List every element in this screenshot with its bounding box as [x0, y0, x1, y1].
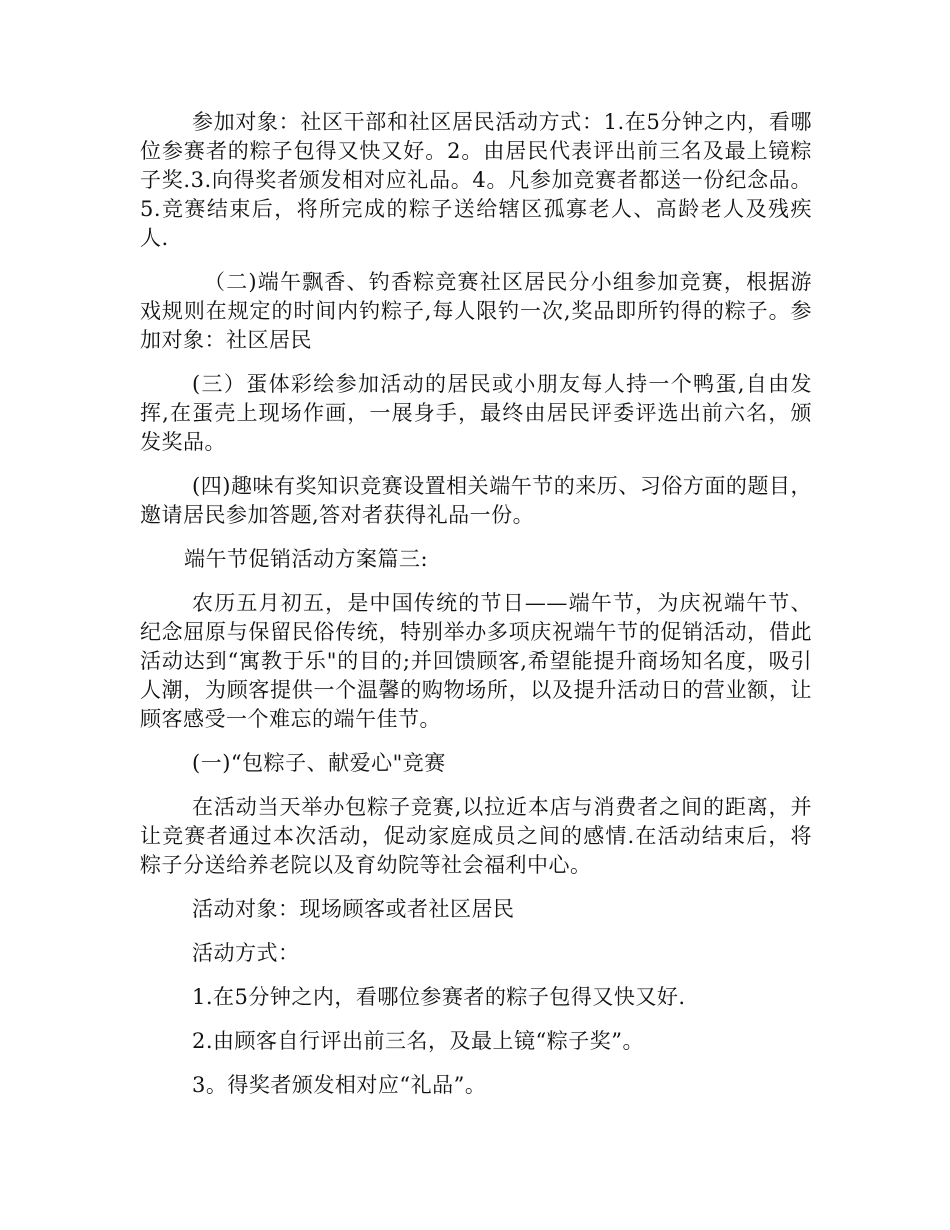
paragraph-zongzi-fishing: （二)端午飘香、钓香粽竞赛社区居民分小组参加竞赛，根据游戏规则在规定的时间内钓粽子,每人限钓一次,奖品即所钓得的粽子。参加对象：社区居民 — [140, 270, 812, 352]
list-item-method-3: 3。得奖者颁发相对应“礼品”。 — [192, 1073, 487, 1097]
list-item-method-1: 1.在5分钟之内，看哪位参赛者的粽子包得又快又好. — [192, 985, 686, 1009]
paragraph-contest-title: (一)“包粽子、献爱心"竞赛 — [192, 751, 446, 775]
paragraph-activity-target: 活动对象：现场顾客或者社区居民 — [192, 897, 515, 921]
paragraph-contest-description: 在活动当天举办包粽子竞赛,以拉近本店与消费者之间的距离，并让竞赛者通过本次活动，促动家庭成员之间的感情.在活动结束后，将粽子分送给养老院以及育幼院等社会福利中心。 — [140, 795, 812, 877]
paragraph-egg-painting: (三）蛋体彩绘参加活动的居民或小朋友每人持一个鸭蛋,自由发挥,在蛋壳上现场作画，一展身手，最终由居民评委评选出前六名，颁发奖品。 — [140, 372, 812, 454]
paragraph-participants-methods: 参加对象：社区干部和社区居民活动方式：1.在5分钟之内，看哪位参赛者的粽子包得又快又好。2。由居民代表评出前三名及最上镜粽子奖.3.向得奖者颁发相对应礼品。4。凡参加竞赛者都送一份纪念品。5.竞赛结束后，将所完成的粽子送给辖区孤寡老人、高龄老人及残疾人. — [140, 110, 812, 250]
paragraph-knowledge-quiz: (四)趣味有奖知识竞赛设置相关端午节的来历、习俗方面的题目，邀请居民参加答题,答对者获得礼品一份。 — [140, 474, 812, 527]
section-heading-plan-three: 端午节促销活动方案篇三: — [184, 547, 429, 571]
list-item-method-2: 2.由顾客自行评出前三名，及最上镜“粽子奖”。 — [192, 1029, 645, 1053]
document-body — [140, 108, 812, 1115]
paragraph-activity-method-label: 活动方式： — [192, 941, 300, 965]
paragraph-festival-intro: 农历五月初五，是中国传统的节日——端午节，为庆祝端午节、纪念屈原与保留民俗传统，特别举办多项庆祝端午节的促销活动，借此活动达到“寓教于乐"的目的;并回馈顾客,希望能提升商场知名度，吸引人潮，为顾客提供一个温馨的购物场所，以及提升活动日的营业额，让顾客感受一个难忘的端午佳节。 — [140, 591, 812, 731]
